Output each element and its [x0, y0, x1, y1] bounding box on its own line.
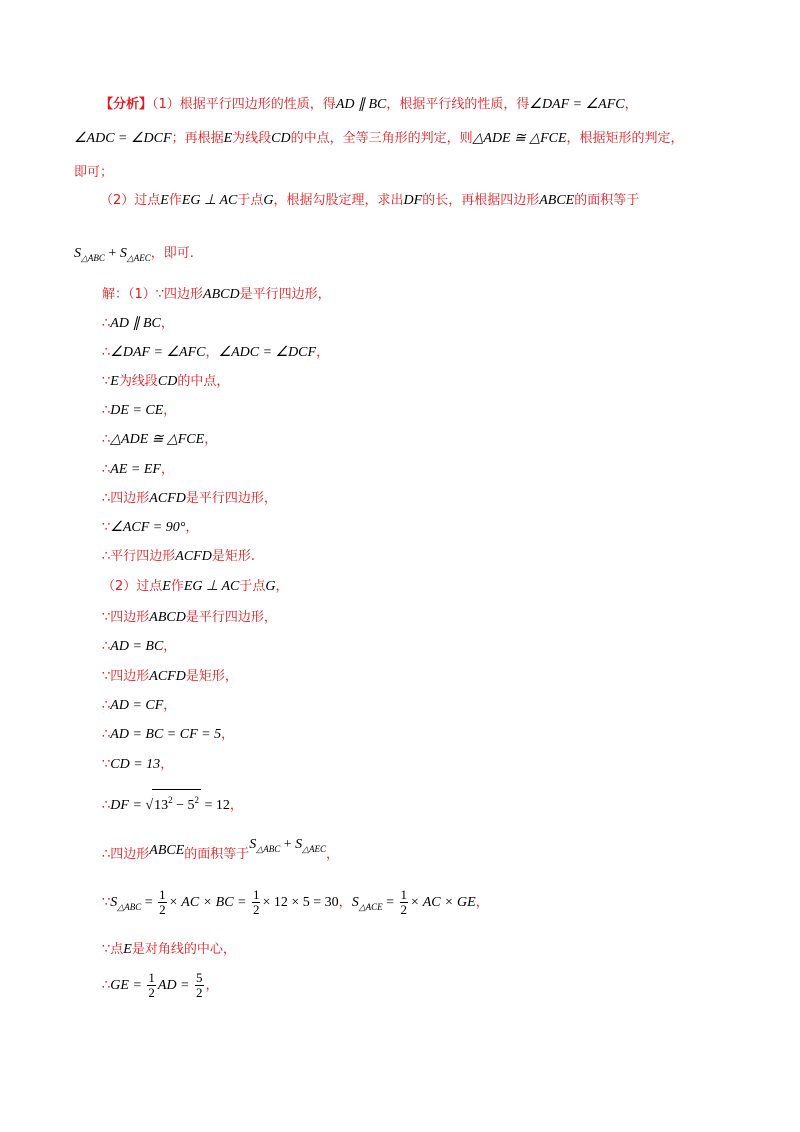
math: ∠DAF = ∠AFC	[529, 97, 625, 112]
math: △ADE ≅ △FCE	[472, 131, 567, 146]
math: DF =	[110, 798, 146, 813]
solution-line-4	[102, 372, 229, 392]
math: G	[263, 193, 274, 208]
fraction: $\frac{5}{2}$	[196, 970, 203, 1000]
solution-line-14	[102, 667, 238, 687]
text: ，	[163, 698, 177, 713]
math: ∠ACF = 90°	[110, 520, 186, 535]
text: ，	[163, 639, 177, 654]
text: 为线段	[232, 131, 272, 146]
therefore-symbol: ∴	[102, 403, 111, 418]
math: ABCD	[149, 610, 186, 625]
solution-line-13	[102, 637, 176, 657]
text: ，	[204, 432, 218, 447]
solution-line-21	[102, 940, 236, 960]
text: ，根据平行线的性质，得	[386, 97, 530, 112]
math: DF	[403, 193, 423, 208]
text: ，	[338, 895, 352, 910]
text: ∵四边形	[102, 610, 150, 625]
therefore-symbol: ∴	[102, 432, 111, 447]
solution-line-22	[102, 969, 219, 1003]
fraction: $\frac{1}{2}$	[252, 887, 260, 917]
math: ACFD	[175, 549, 212, 564]
solution-line-17	[102, 755, 173, 775]
text: 作	[170, 579, 184, 594]
text: ，	[163, 403, 177, 418]
text: 为线段	[118, 374, 158, 389]
math: $S_{\triangle AEC}$	[295, 837, 327, 854]
solution-line-5	[102, 401, 176, 421]
math: × AC × BC =	[168, 895, 250, 910]
math: E	[110, 374, 119, 389]
text: ，	[326, 847, 340, 862]
math: CD	[271, 131, 291, 146]
therefore-symbol: ∴	[102, 345, 111, 360]
math: ACFD	[149, 491, 186, 506]
math: =	[141, 895, 157, 910]
math: E	[162, 579, 171, 594]
fraction: $\frac{1}{2}$	[159, 887, 166, 917]
solution-line-6	[102, 430, 217, 450]
math: $S_{\triangle ABC}$	[74, 246, 105, 263]
text: 的中点，	[177, 374, 230, 389]
solution-line-3	[102, 343, 329, 363]
text: ，	[205, 978, 219, 993]
math: CD	[157, 374, 178, 389]
math: ABCE	[149, 843, 185, 858]
fraction: $\frac{1}{2}$	[400, 887, 408, 917]
math: × AC × GE	[410, 895, 476, 910]
math: AD ∥ BC	[335, 97, 387, 112]
text: ∴四边形	[102, 491, 150, 506]
solution-line-15	[102, 696, 176, 716]
text: ∵四边形	[102, 669, 150, 684]
math: $S_{\triangle AEC}$	[119, 246, 151, 263]
math: AD = BC = CF = 5	[110, 727, 222, 742]
because-symbol: ∵	[102, 374, 111, 389]
math: △ADE ≅ △FCE	[110, 432, 205, 447]
because-symbol: ∵	[102, 757, 111, 772]
fraction: $\frac{1}{2}$	[148, 970, 155, 1000]
solution-line-20	[102, 886, 489, 924]
math: GE =	[110, 978, 146, 993]
math: ABCD	[203, 287, 240, 302]
text: 是平行四边形，	[185, 491, 277, 506]
math: +	[280, 837, 296, 852]
text: ∴四边形	[102, 847, 150, 862]
therefore-symbol: ∴	[102, 978, 111, 993]
solution-line-16	[102, 725, 234, 745]
solution-line-9	[102, 518, 198, 538]
text: ∴平行四边形	[102, 549, 176, 564]
math: E	[123, 942, 132, 957]
solution-line-12	[102, 608, 277, 628]
analysis-line-1	[100, 95, 638, 115]
solution-line-19	[102, 837, 340, 869]
text: ，	[624, 97, 638, 112]
text: ；再根据	[171, 131, 224, 146]
math: ACFD	[149, 669, 186, 684]
therefore-symbol: ∴	[102, 316, 111, 331]
math: AD ∥ BC	[110, 316, 161, 331]
math: EG ⊥ AC	[183, 579, 240, 594]
math: = 12	[200, 798, 230, 813]
text: ，	[160, 316, 174, 331]
text: 的面积等于	[184, 847, 250, 862]
math: AD = BC	[110, 639, 164, 654]
math: +	[104, 246, 120, 261]
therefore-symbol: ∴	[102, 462, 111, 477]
math: G	[265, 579, 276, 594]
text: 是平行四边形，	[185, 610, 277, 625]
math: CD = 13	[110, 757, 161, 772]
text: 于点	[239, 579, 266, 594]
text: ，根据勾股定理，求出	[273, 193, 404, 208]
analysis-tag: 【分析】	[100, 97, 153, 112]
math: ∠ADC = ∠DCF	[74, 131, 172, 146]
math: =	[382, 895, 398, 910]
text: 根据平行四边形的性质，得	[179, 97, 336, 112]
solution-line-7	[102, 460, 174, 480]
text: ，根据矩形的判定，	[566, 131, 684, 146]
radical-sign: √	[145, 798, 154, 813]
solution-line-1	[102, 285, 331, 305]
text: 的面积等于	[574, 193, 640, 208]
analysis-line-4	[100, 191, 639, 211]
analysis-line-5	[74, 244, 194, 268]
math: AD = CF	[110, 698, 164, 713]
text: ，	[185, 520, 199, 535]
text: 即可；	[74, 165, 114, 180]
therefore-symbol: ∴	[102, 698, 111, 713]
text: 是矩形.	[211, 549, 255, 564]
text: 的中点，全等三角形的判定，则	[290, 131, 473, 146]
radicand: $13^2 - 5^2$	[152, 789, 201, 816]
solution-line-10	[102, 547, 255, 567]
text: 是平行四边形，	[239, 287, 331, 302]
therefore-symbol: ∴	[102, 639, 111, 654]
because-symbol: ∵	[102, 895, 111, 910]
solution-line-11	[102, 577, 289, 597]
math: E	[223, 131, 233, 146]
text: 作	[168, 193, 182, 208]
solution-line-2	[102, 314, 174, 334]
text: ，	[316, 345, 330, 360]
text: ，	[275, 579, 289, 594]
text: （2）过点	[102, 579, 163, 594]
part-label: （2）	[100, 193, 135, 208]
text: ，	[229, 798, 243, 813]
math: AE = EF	[110, 462, 161, 477]
math: $S_{\triangle ABC}$	[249, 837, 281, 854]
text: 的长，再根据四边形	[422, 193, 540, 208]
math: DE = CE	[110, 403, 164, 418]
math: ∠DAF = ∠AFC	[110, 345, 206, 360]
text: 是对角线的中心，	[131, 942, 236, 957]
solution-line-18	[102, 789, 243, 816]
math: $S_{\triangle ABC}$	[110, 895, 142, 912]
text: ，	[160, 462, 174, 477]
math: × 12 × 5 = 30	[262, 895, 339, 910]
text: ，	[205, 345, 219, 360]
analysis-line-3	[74, 163, 113, 183]
solution-line-8	[102, 489, 277, 509]
text: ∵点	[102, 942, 124, 957]
text: 过点	[134, 193, 161, 208]
part-label: （1）	[152, 97, 180, 112]
text: 解：（1）∵四边形	[102, 287, 204, 302]
math: ABCE	[539, 193, 575, 208]
text: 是矩形，	[185, 669, 238, 684]
text: ，	[221, 727, 235, 742]
text: ，	[475, 895, 489, 910]
math: AD =	[157, 978, 193, 993]
math: EG ⊥ AC	[181, 193, 238, 208]
math: $S_{\triangle ACE}$	[351, 895, 383, 912]
analysis-line-2	[74, 129, 684, 149]
math: ∠ADC = ∠DCF	[218, 345, 317, 360]
because-symbol: ∵	[102, 520, 111, 535]
therefore-symbol: ∴	[102, 727, 111, 742]
math: E	[160, 193, 169, 208]
text: ，	[160, 757, 174, 772]
text: 于点	[237, 193, 264, 208]
text: ，即可.	[150, 246, 194, 261]
therefore-symbol: ∴	[102, 798, 111, 813]
